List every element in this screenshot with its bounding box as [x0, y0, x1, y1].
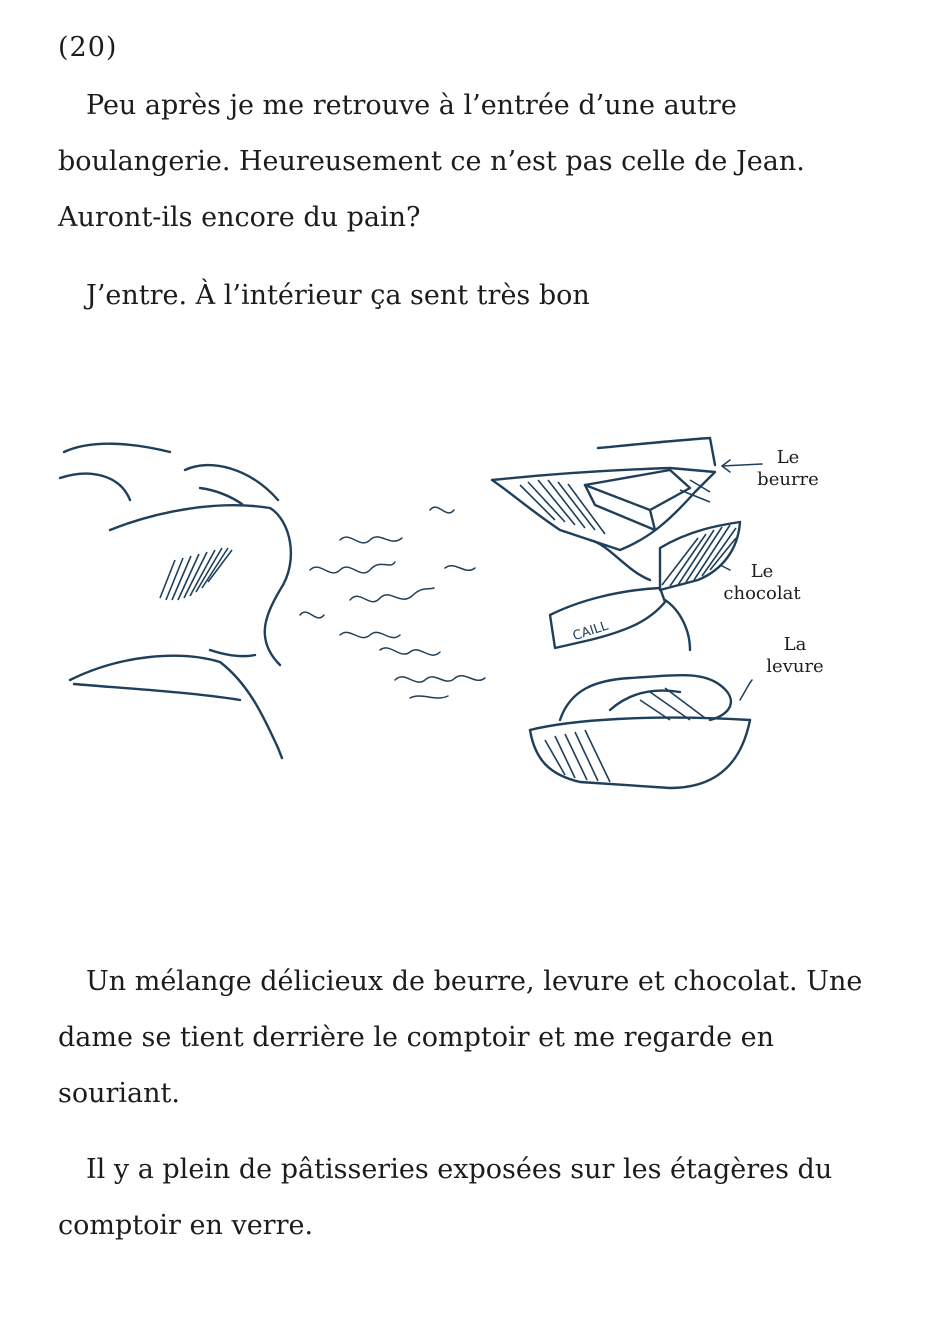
butter-drawing: [492, 438, 762, 550]
label-yeast-article: La: [783, 634, 807, 655]
label-butter: [748, 447, 828, 491]
label-chocolate-article: Le: [750, 561, 774, 582]
label-yeast-word: levure: [766, 656, 824, 677]
label-chocolate: [712, 561, 812, 605]
page-number: (20): [58, 32, 118, 63]
label-butter-word: beurre: [757, 469, 819, 490]
paragraph-smell: Un mélange délicieux de beurre, levure et chocolat. Une dame se tient derrière le comptoir et me regarde en souriant.: [58, 966, 863, 1109]
ink-sketch: [50, 430, 850, 810]
paragraph-intro: Peu après je me retrouve à l’entrée d’une autre boulangerie. Heureusement ce n’est pas celle de Jean. Auront-ils encore du pain?: [58, 90, 805, 233]
wrapper-text: CAILL: [571, 618, 611, 645]
smell-waves: [300, 507, 485, 698]
label-chocolate-word: chocolat: [723, 583, 801, 604]
label-yeast: [755, 634, 835, 678]
smell-illustration: [50, 430, 850, 810]
label-butter-article: Le: [776, 447, 800, 468]
sniffing-face: [60, 444, 291, 758]
nostril-hatch: [160, 548, 232, 600]
paragraph-entry: J’entre. À l’intérieur ça sent très bon: [86, 280, 590, 311]
yeast-bowl-drawing: [530, 675, 752, 788]
paragraph-pastries: Il y a plein de pâtisseries exposées sur les étagères du comptoir en verre.: [58, 1154, 833, 1241]
